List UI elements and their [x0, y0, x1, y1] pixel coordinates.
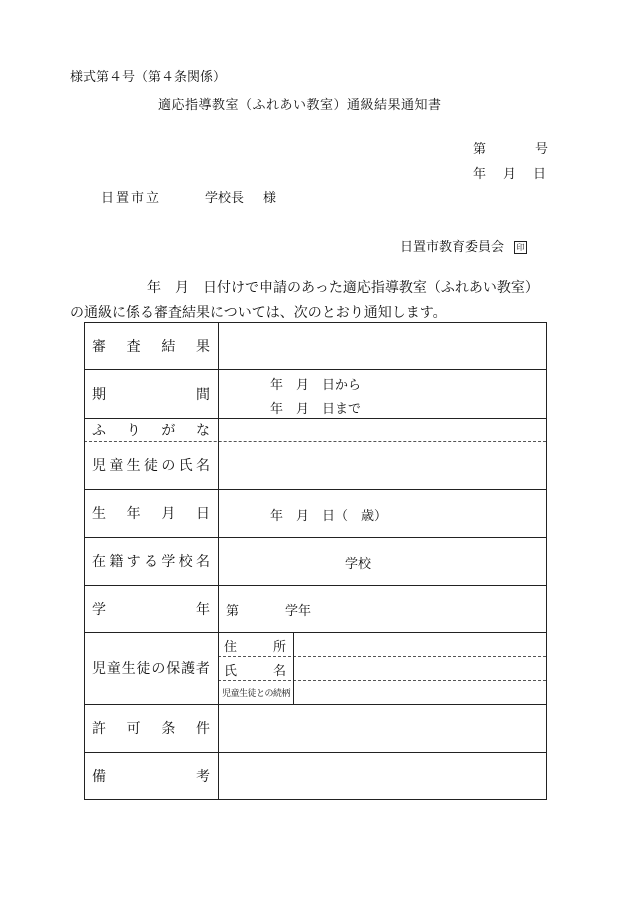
date-year: 年 [473, 167, 487, 182]
label-school-name: 在 籍 す る 学 校 名 [92, 554, 210, 570]
label-birthdate: 生 年 月 日 [92, 506, 210, 522]
doc-number-go: 号 [535, 142, 549, 157]
label-review-result: 審 査 結 果 [92, 338, 210, 355]
label-conditions: 許 可 条 件 [92, 721, 210, 737]
body-line-2: の通級に係る審査結果については、次のとおり通知します。 [70, 305, 447, 321]
school-name-value: 学校 [345, 557, 372, 572]
label-furigana: ふ り が な [92, 422, 210, 439]
period-to: 年 月 日まで [270, 402, 362, 417]
birthdate-value: 年 月 日（ 歳） [270, 509, 388, 524]
grade-prefix: 第 [226, 604, 240, 619]
guardian-name-label: 氏 名 [224, 664, 286, 679]
document-title: 適応指導教室（ふれあい教室）通級結果通知書 [158, 98, 442, 113]
seal-icon: 印 [514, 241, 527, 254]
guardian-address-label: 住 所 [224, 640, 286, 655]
date-month: 月 [503, 167, 517, 182]
form-number: 様式第４号（第４条関係） [70, 70, 227, 85]
sender-name: 日置市教育委員会 [400, 240, 505, 255]
label-grade: 学 年 [92, 601, 210, 618]
label-remarks: 備 考 [92, 768, 210, 785]
label-period: 期 間 [92, 386, 210, 403]
guardian-relation-label: 児童生徒との続柄 [222, 689, 291, 699]
recipient-honorific: 様 [263, 191, 277, 206]
label-guardian: 児 童 生 徒 の 保 護 者 [92, 661, 210, 677]
grade-suffix: 学年 [285, 604, 312, 619]
date-day: 日 [533, 167, 547, 182]
body-line-1: 年 月 日付けで申請のあった適応指導教室（ふれあい教室） [147, 280, 539, 296]
period-from: 年 月 日から [270, 378, 362, 393]
label-student-name: 児 童 生 徒 の 氏 名 [92, 458, 210, 474]
recipient-city: 日置市立 [101, 191, 162, 206]
doc-number-dai: 第 [473, 142, 487, 157]
recipient-school: 学校長 [205, 191, 245, 206]
